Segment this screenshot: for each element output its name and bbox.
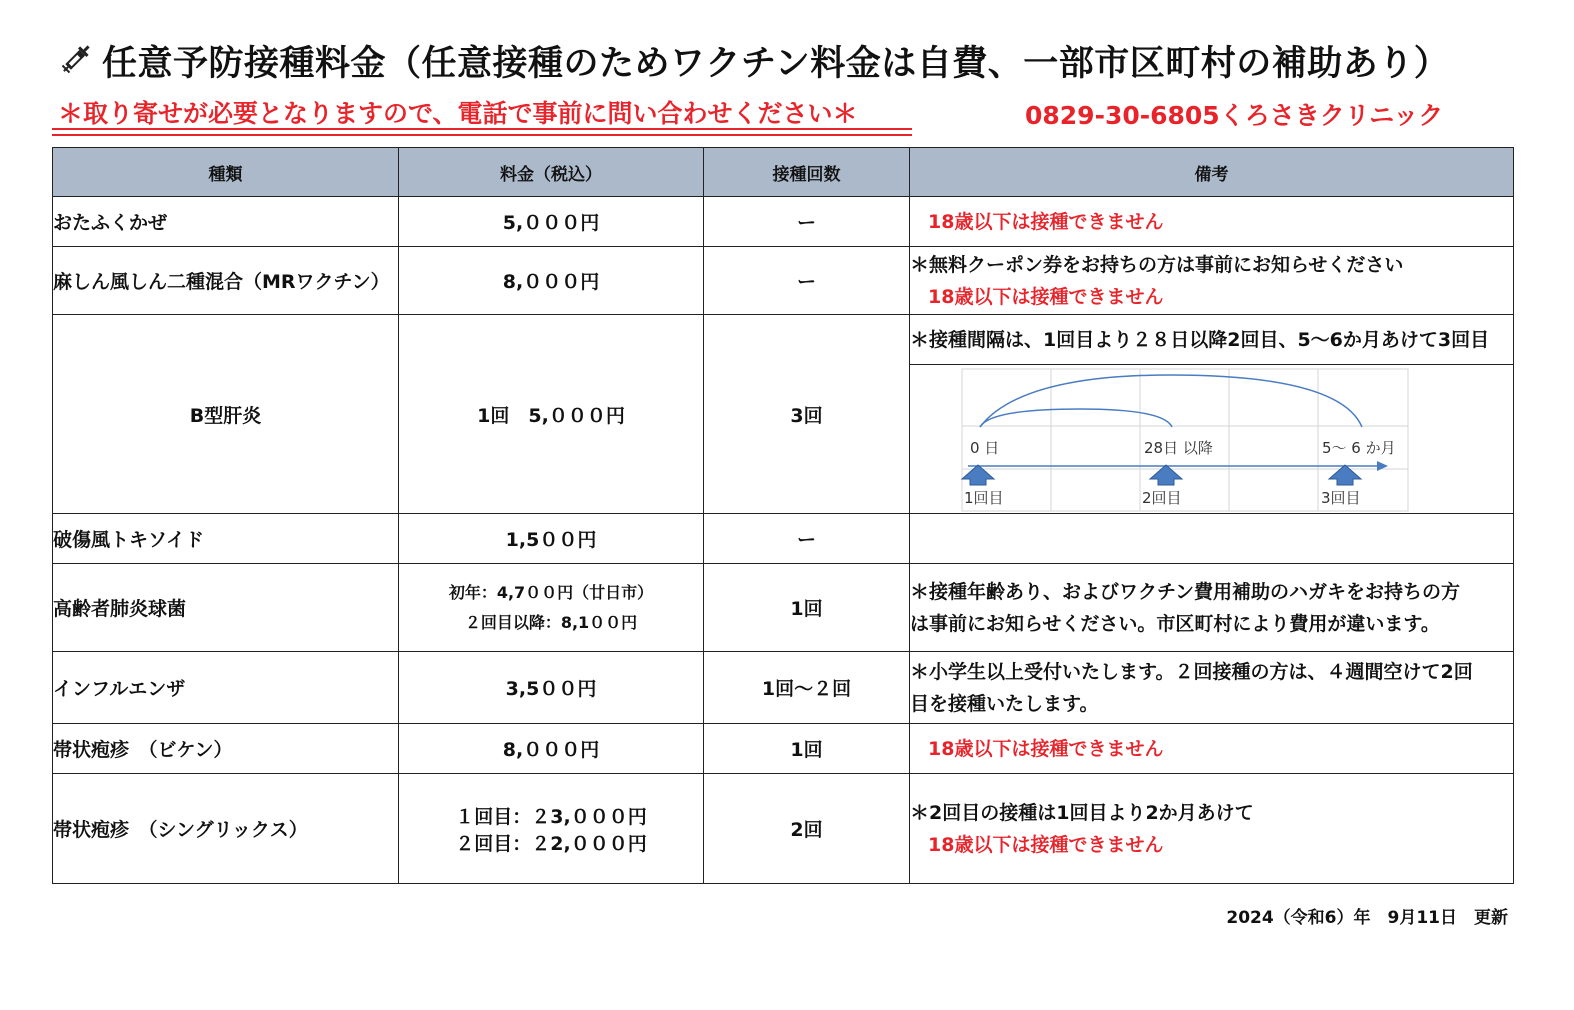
price-line: ２回目以降：8,1００円 bbox=[464, 612, 638, 632]
age-restriction: 18歳以下は接種できません bbox=[928, 210, 1164, 233]
dose-arrow-icon bbox=[1329, 465, 1361, 485]
note-cell bbox=[910, 247, 1514, 315]
note-text: ＊2回目の接種は1回目より2か月あけて bbox=[910, 801, 1254, 824]
timeline-label: 5～ 6 か月 bbox=[1322, 439, 1396, 457]
table-header-row bbox=[53, 148, 1514, 197]
column-header: 備考 bbox=[910, 148, 1514, 197]
vaccine-name: 破傷風トキソイド bbox=[53, 514, 399, 564]
interval-arc-short bbox=[980, 409, 1172, 427]
vaccine-price bbox=[399, 774, 704, 884]
vaccine-name: インフルエンザ bbox=[53, 652, 399, 724]
table-row bbox=[53, 247, 1514, 315]
timeline-label: 0 日 bbox=[970, 439, 1000, 457]
interval-arc-long bbox=[980, 375, 1362, 427]
note-text: ＊無料クーポン券をお持ちの方は事前にお知らせください bbox=[910, 253, 1404, 276]
dose-count: 1回～２回 bbox=[704, 652, 910, 724]
vaccine-name: 帯状疱疹 （シングリックス） bbox=[53, 774, 399, 884]
vaccine-price: 1,5００円 bbox=[399, 514, 704, 564]
dose-count: ー bbox=[704, 514, 910, 564]
column-header: 接種回数 bbox=[704, 148, 910, 197]
note-cell bbox=[910, 514, 1514, 564]
table-row bbox=[53, 197, 1514, 247]
note-cell bbox=[910, 652, 1514, 724]
vaccine-name: 帯状疱疹 （ビケン） bbox=[53, 724, 399, 774]
table-row bbox=[53, 315, 1514, 365]
vaccine-price: 8,０００円 bbox=[399, 724, 704, 774]
vaccine-price: 1回 5,０００円 bbox=[399, 315, 704, 514]
dose-arrow-icon bbox=[1150, 465, 1182, 485]
price-line: 初年：4,7００円（廿日市） bbox=[448, 582, 654, 602]
table-row bbox=[53, 564, 1514, 652]
page-title bbox=[58, 36, 1449, 86]
vaccine-name: おたふくかぜ bbox=[53, 197, 399, 247]
price-line: ２回目：２2,０００円 bbox=[455, 832, 647, 855]
column-header: 種類 bbox=[53, 148, 399, 197]
age-restriction: 18歳以下は接種できません bbox=[928, 833, 1164, 856]
title-text: 任意予防接種料金（任意接種のためワクチン料金は自費、一部市区町村の補助あり） bbox=[102, 44, 1450, 84]
order-notice: ＊取り寄せが必要となりますので、電話で事前に問い合わせください＊ bbox=[58, 99, 858, 128]
timeline-label: 28日 以降 bbox=[1144, 439, 1213, 457]
note-text: 目を接種いたします。 bbox=[910, 692, 1099, 715]
dose-schedule-cell bbox=[910, 365, 1514, 514]
dose-label: 1回目 bbox=[964, 489, 1004, 507]
table-row bbox=[53, 514, 1514, 564]
dose-count: 3回 bbox=[704, 315, 910, 514]
vaccine-price: 5,０００円 bbox=[399, 197, 704, 247]
note-cell bbox=[910, 197, 1514, 247]
note-cell bbox=[910, 564, 1514, 652]
vaccine-price bbox=[399, 564, 704, 652]
note-text: ＊接種年齢あり、およびワクチン費用補助のハガキをお持ちの方 bbox=[910, 580, 1461, 603]
dose-schedule-diagram bbox=[910, 365, 1514, 513]
vaccine-price: 8,０００円 bbox=[399, 247, 704, 315]
note-cell bbox=[910, 724, 1514, 774]
age-restriction: 18歳以下は接種できません bbox=[928, 737, 1164, 760]
table-row bbox=[53, 652, 1514, 724]
dose-count: 1回 bbox=[704, 564, 910, 652]
vaccine-name: 麻しん風しん二種混合（MRワクチン） bbox=[53, 247, 399, 315]
dose-label: 2回目 bbox=[1142, 489, 1182, 507]
dose-count: ー bbox=[704, 247, 910, 315]
vaccine-fee-table bbox=[52, 147, 1514, 884]
dose-count: ー bbox=[704, 197, 910, 247]
column-header: 料金（税込） bbox=[399, 148, 704, 197]
age-restriction: 18歳以下は接種できません bbox=[928, 285, 1164, 308]
notice-underline-bottom bbox=[52, 134, 912, 136]
vaccine-name: 高齢者肺炎球菌 bbox=[53, 564, 399, 652]
vaccine-name: B型肝炎 bbox=[53, 315, 399, 514]
note-text: ＊接種間隔は、1回目より２８日以降2回目、5〜6か月あけて3回目 bbox=[910, 315, 1514, 365]
dose-label: 3回目 bbox=[1321, 489, 1361, 507]
clinic-phone: 0829-30-6805くろさきクリニック bbox=[1025, 101, 1444, 130]
notice-underline-top bbox=[52, 128, 912, 130]
dose-count: 1回 bbox=[704, 724, 910, 774]
vaccine-price: 3,5００円 bbox=[399, 652, 704, 724]
syringe-icon bbox=[58, 37, 98, 86]
table-row bbox=[53, 774, 1514, 884]
price-line: １回目：２3,０００円 bbox=[455, 805, 647, 828]
note-text: ＊小学生以上受付いたします。２回接種の方は、４週間空けて2回 bbox=[910, 660, 1473, 683]
note-cell bbox=[910, 774, 1514, 884]
note-text: は事前にお知らせください。市区町村により費用が違います。 bbox=[910, 612, 1440, 635]
last-updated: 2024（令和6）年 9月11日 更新 bbox=[1226, 908, 1508, 928]
dose-count: 2回 bbox=[704, 774, 910, 884]
table-row bbox=[53, 724, 1514, 774]
dose-arrow-icon bbox=[962, 465, 994, 485]
